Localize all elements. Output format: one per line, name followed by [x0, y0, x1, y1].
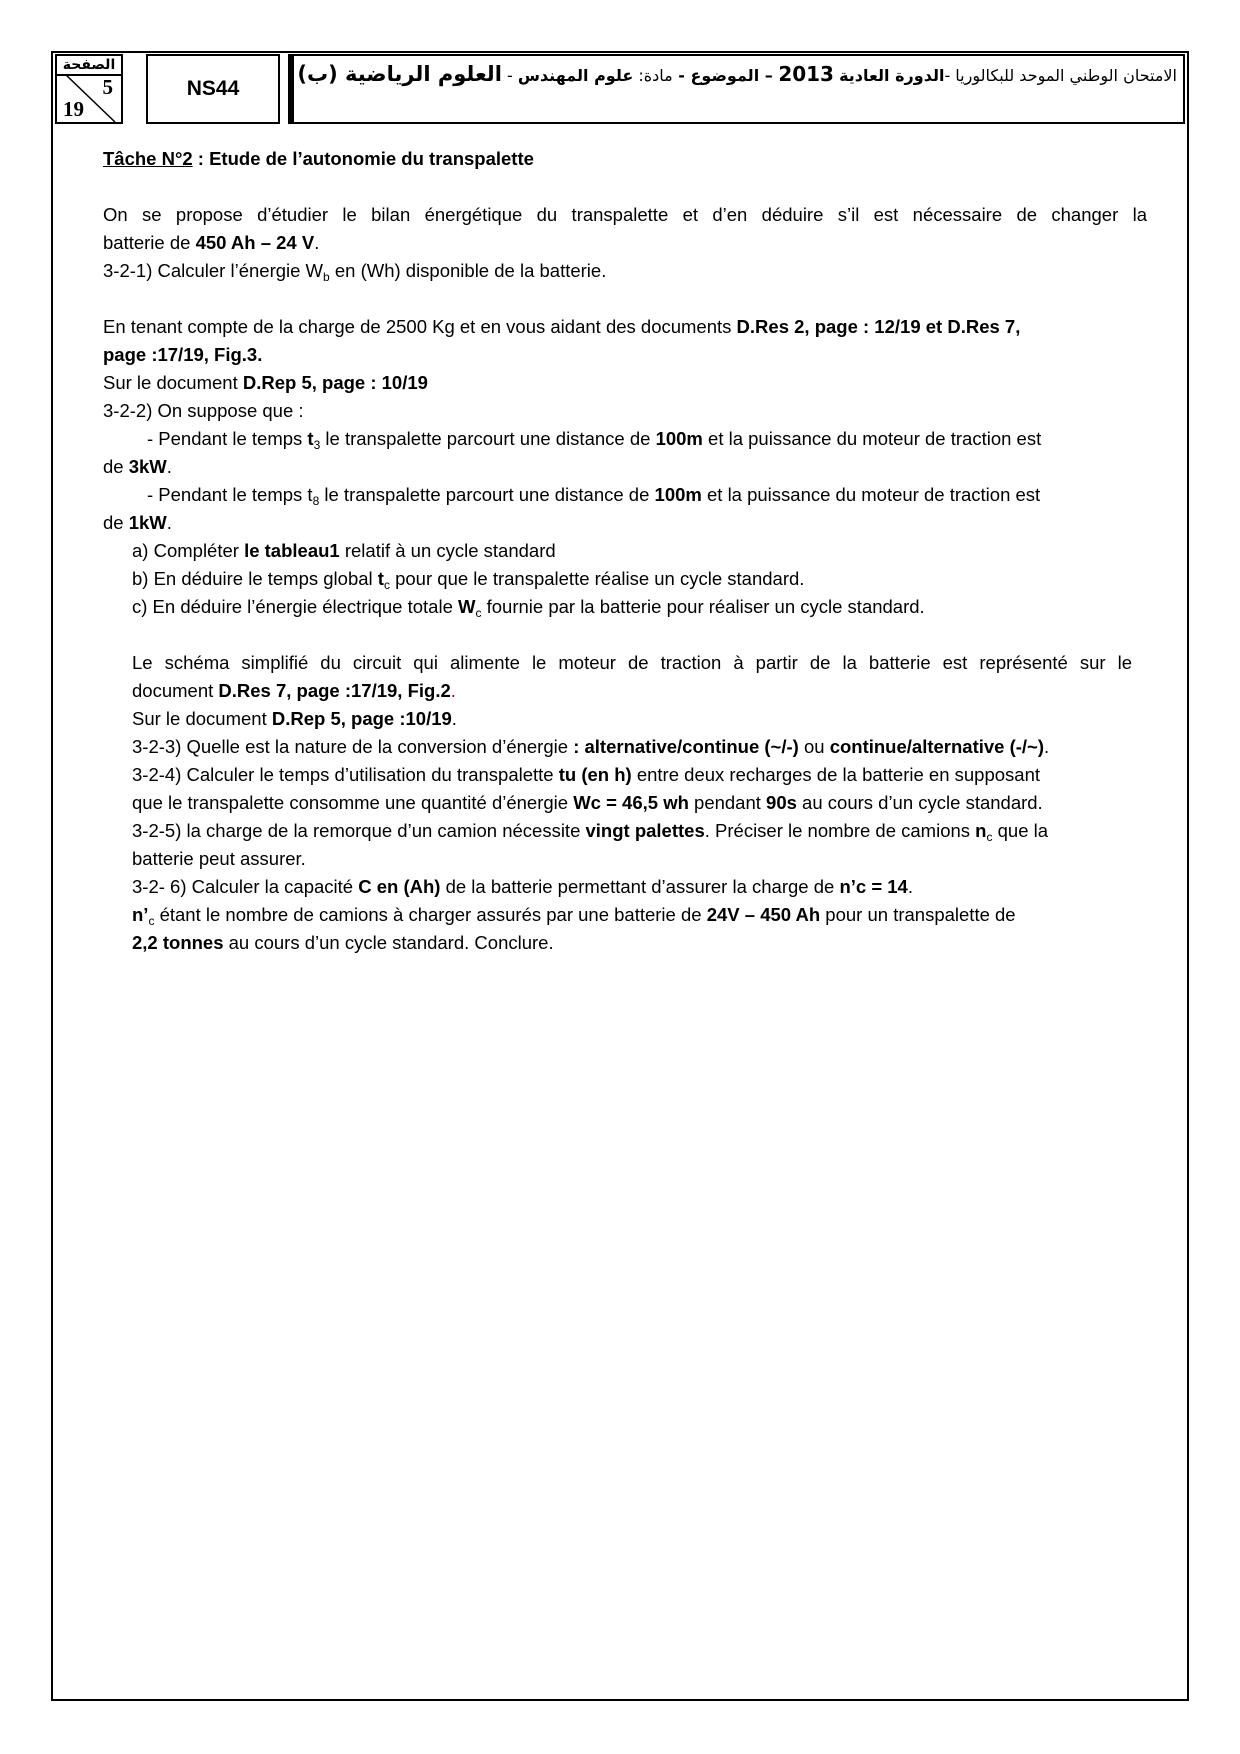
question-3-2-5-line-1: [132, 820, 1048, 842]
option: : alternative/continue (~/-): [573, 736, 799, 757]
value: Wc = 46,5 wh: [573, 792, 689, 813]
value: vingt palettes: [585, 820, 705, 841]
text: au cours d’un cycle standard. Conclure.: [223, 932, 554, 953]
battery-spec: 450 Ah – 24 V: [195, 232, 315, 253]
question-3-2-2-a: [132, 540, 556, 562]
value: n’c = 14: [839, 876, 908, 897]
question-3-2-2-c: [132, 596, 925, 618]
task-title: : Etude de l’autonomie du transpalette: [192, 148, 534, 169]
value: 100m: [654, 484, 702, 505]
title-year: 2013: [778, 62, 834, 86]
text: entre deux recharges de la batterie en supposant: [631, 764, 1041, 785]
subscript: c: [383, 578, 390, 592]
text: c) En déduire l’énergie électrique totale: [132, 596, 458, 617]
text: pour que le transpalette réalise un cycle standard.: [389, 568, 805, 589]
battery-spec: 24V – 450 Ah: [706, 904, 821, 925]
text: de: [103, 456, 129, 477]
text: relatif à un cycle standard: [339, 540, 556, 561]
text: 3-2-3) Quelle est la nature de la conversion d’énergie: [132, 736, 574, 757]
text: .: [166, 456, 172, 477]
title-subject-label: مادة:: [633, 66, 673, 85]
schema-line-1: Le schéma simplifié du circuit qui alimente le moteur de traction à partir de la batterie est représenté sur le: [132, 652, 1132, 673]
task-label: Tâche N°2: [103, 148, 193, 169]
text: le transpalette parcourt une distance de: [320, 428, 656, 449]
subscript: b: [323, 270, 330, 284]
question-3-2-2-line-2: [103, 456, 172, 478]
exam-code: NS44: [146, 54, 280, 124]
text: .: [907, 876, 913, 897]
title-session: الدورة العادية: [839, 66, 945, 85]
subscript: 8: [312, 494, 320, 508]
text: a) Compléter: [132, 540, 245, 561]
text: .: [314, 232, 320, 253]
text: 3-2-1) Calculer l’énergie W: [103, 260, 324, 281]
context-line-1: [103, 316, 1020, 338]
subscript: c: [986, 830, 993, 844]
var: t: [307, 428, 314, 449]
text: . Préciser le nombre de camions: [704, 820, 976, 841]
value: 90s: [766, 792, 797, 813]
text: le transpalette parcourt une distance de: [319, 484, 655, 505]
page-label: الصفحة: [57, 56, 121, 76]
table-ref: le tableau1: [244, 540, 340, 561]
question-3-2-2-intro: 3-2-2) On suppose que :: [103, 400, 304, 421]
var: t: [377, 568, 384, 589]
question-3-2-4-line-2: [132, 792, 1043, 814]
subscript: c: [148, 914, 155, 928]
option: continue/alternative (-/~): [829, 736, 1045, 757]
text: Sur le document: [103, 372, 243, 393]
text: .: [1044, 736, 1050, 757]
intro-line-1: On se propose d’étudier le bilan énergétique du transpalette et d’en déduire s’il est nécessaire de changer la: [103, 204, 1147, 225]
title-subject-word: – الموضوع -: [672, 66, 779, 85]
question-3-2-6-line-2: [132, 904, 1016, 926]
doc-reference: D.Res 2, page : 12/19 et D.Res 7,: [736, 316, 1021, 337]
question-3-2-3: [132, 736, 1049, 758]
doc-reference: D.Rep 5, page : 10/19: [242, 372, 428, 393]
subscript: 3: [313, 438, 321, 452]
context-line-2: page :17/19, Fig.3.: [103, 344, 263, 365]
value: 3kW: [128, 456, 167, 477]
text: document: [132, 680, 219, 701]
text: batterie de: [103, 232, 196, 253]
question-3-2-2-line-3: [147, 484, 1040, 506]
text: En tenant compte de la charge de 2500 Kg et en vous aidant des documents: [103, 316, 737, 337]
text: pendant: [688, 792, 767, 813]
title-subject: علوم المهندس: [517, 66, 634, 85]
title-branch: العلوم الرياضية (ب): [297, 62, 502, 86]
text: Sur le document: [132, 708, 272, 729]
page-total: 19: [63, 97, 84, 121]
text: .: [166, 512, 172, 533]
text: et la puissance du moteur de traction est: [702, 428, 1042, 449]
var: C en (Ah): [358, 876, 441, 897]
text: - Pendant le temps t: [147, 484, 313, 505]
text: 3-2- 6) Calculer la capacité: [132, 876, 359, 897]
text: ou: [798, 736, 830, 757]
text: que la: [992, 820, 1049, 841]
doc-reference: D.Res 7, page :17/19, Fig.2: [218, 680, 451, 701]
question-3-2-6-line-3: [132, 932, 554, 954]
text: .: [451, 708, 457, 729]
page-number: 5: [102, 75, 113, 99]
question-3-2-5-line-2: batterie peut assurer.: [132, 848, 306, 869]
text: fournie par la batterie pour réaliser un cycle standard.: [481, 596, 925, 617]
question-3-2-2-line-4: [103, 512, 172, 534]
text: pour un transpalette de: [820, 904, 1016, 925]
schema-line-2: [132, 680, 456, 702]
text: 3-2-4) Calculer le temps d’utilisation du transpalette: [132, 764, 559, 785]
text: étant le nombre de camions à charger assurés par une batterie de: [154, 904, 707, 925]
text: b) En déduire le temps global: [132, 568, 378, 589]
text: que le transpalette consomme une quantité d’énergie: [132, 792, 574, 813]
text: en (Wh) disponible de la batterie.: [329, 260, 607, 281]
text: - Pendant le temps: [147, 428, 308, 449]
title-separator: -: [501, 66, 518, 85]
var: W: [458, 596, 476, 617]
context-line-3: [103, 372, 428, 394]
var: tu (en h): [558, 764, 632, 785]
question-3-2-4-line-1: [132, 764, 1040, 786]
question-3-2-6-line-1: [132, 876, 913, 898]
question-3-2-2-b: [132, 568, 804, 590]
text: de: [103, 512, 129, 533]
doc-reference: D.Rep 5, page :10/19: [271, 708, 452, 729]
question-3-2-1: [103, 260, 606, 282]
task-heading: [103, 148, 534, 170]
var: n: [975, 820, 987, 841]
value: 100m: [655, 428, 703, 449]
text: 3-2-5) la charge de la remorque d’un camion nécessite: [132, 820, 586, 841]
text: et la puissance du moteur de traction est: [701, 484, 1041, 505]
title-part1: الامتحان الوطني الموحد للبكالوريا -: [944, 66, 1177, 85]
var: n’: [132, 904, 149, 925]
intro-line-2: [103, 232, 319, 254]
question-3-2-2-line-1: [147, 428, 1041, 450]
schema-line-3: [132, 708, 457, 730]
value: 2,2 tonnes: [132, 932, 224, 953]
text: au cours d’un cycle standard.: [796, 792, 1043, 813]
text: .: [450, 680, 456, 701]
value: 1kW: [128, 512, 167, 533]
text: de la batterie permettant d’assurer la charge de: [440, 876, 840, 897]
subscript: c: [475, 606, 482, 620]
